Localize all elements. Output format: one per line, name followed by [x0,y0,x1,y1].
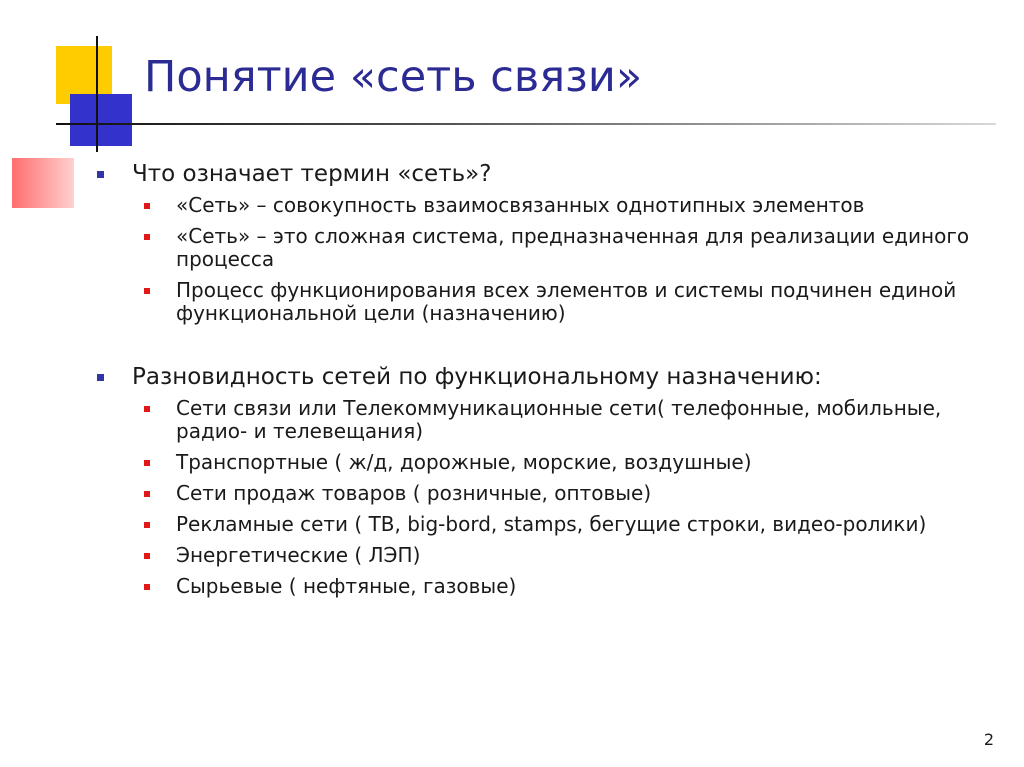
list-item [144,225,976,271]
section-bullet [97,374,104,381]
item-bullet [144,406,150,412]
list-item [144,575,976,598]
network-types-list [132,397,976,598]
section-heading: Что означает термин «сеть»? [132,161,492,187]
decor-red-gradient-square [12,158,74,208]
item-bullet [144,288,150,294]
item-bullet [144,491,150,497]
item-bullet [144,460,150,466]
list-item [144,544,976,567]
slide-title: Понятие «сеть связи» [144,52,643,102]
list-item-text: «Сеть» – это сложная система, предназначенная для реализации единого процесса [176,224,970,271]
list-item [144,451,976,474]
list-item-text: Сети продаж товаров ( розничные, оптовые) [176,481,652,505]
list-item-text: Сырьевые ( нефтяные, газовые) [176,574,517,598]
item-bullet [144,584,150,590]
list-item [144,482,976,505]
list-item-text: «Сеть» – совокупность взаимосвязанных однотипных элементов [176,193,865,217]
title-underline [56,123,996,125]
item-bullet [144,203,150,209]
list-item-text: Сети связи или Телекоммуникационные сети( телефонные, мобильные, радио- и телевещания) [176,396,942,443]
item-bullet [144,522,150,528]
list-item-text: Транспортные ( ж/д, дорожные, морские, воздушные) [176,450,752,474]
slide-content [96,160,976,606]
section-heading: Разновидность сетей по функциональному назначению: [132,364,822,390]
item-bullet [144,234,150,240]
page-number: 2 [983,730,994,749]
list-item-text: Рекламные сети ( ТВ, big-bord, stamps, бегущие строки, видео-ролики) [176,512,927,536]
list-item [144,397,976,443]
list-item-text: Энергетические ( ЛЭП) [176,543,421,567]
list-item [144,194,976,217]
decor-vertical-line [96,36,98,152]
list-item-text: Процесс функционирования всех элементов и системы подчинен единой функциональной цели (назначению) [176,278,957,325]
list-item [144,279,976,325]
section-definition [96,160,976,325]
section-network-types [96,363,976,598]
section-bullet [97,171,104,178]
list-item [144,513,976,536]
definition-list [132,194,976,325]
decor-blue-square [70,94,132,146]
item-bullet [144,553,150,559]
